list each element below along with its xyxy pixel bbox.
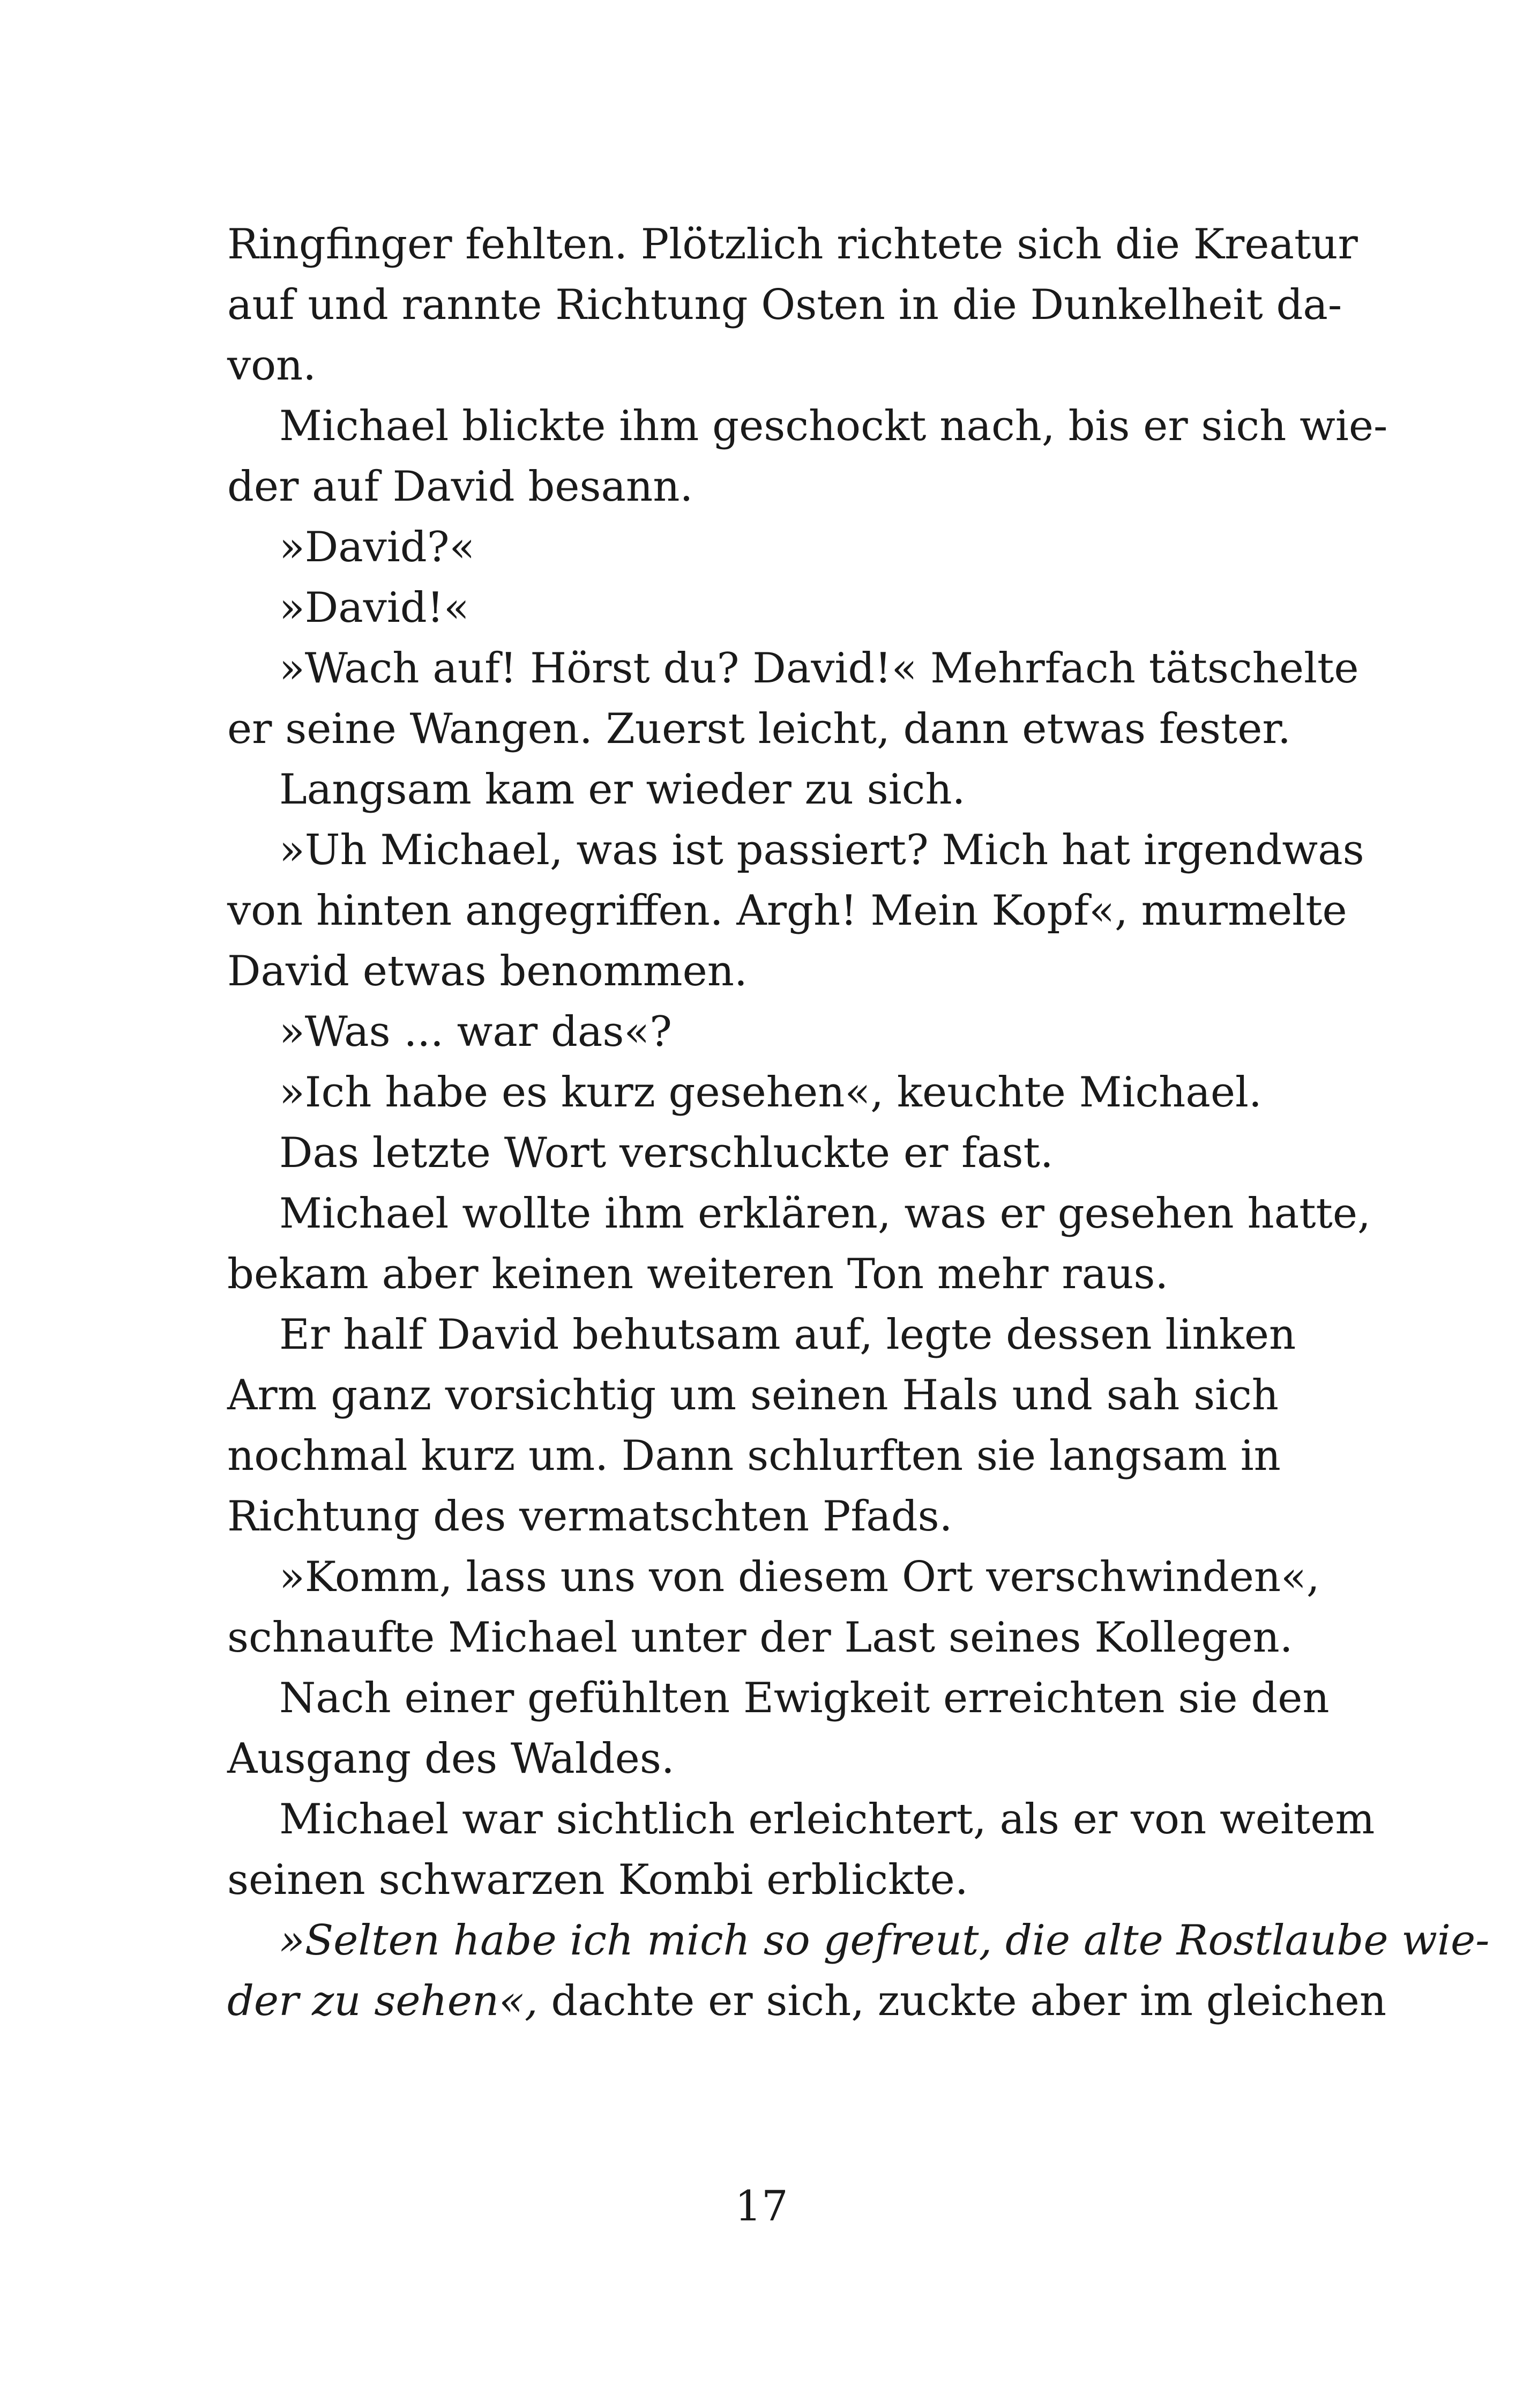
text-line: Das letzte Wort verschluckte er fast. <box>279 1129 1054 1177</box>
text-line: »Komm, lass uns von diesem Ort verschwinden«, <box>279 1553 1320 1601</box>
text-line: von. <box>227 341 317 390</box>
body-text <box>227 214 1490 2032</box>
text-fragment: dachte er sich, zuckte aber im gleichen <box>537 1977 1387 2025</box>
text-line: Ringfinger fehlten. Plötzlich richtete sich die Kreatur <box>227 220 1358 269</box>
page-number: 17 <box>735 2182 788 2231</box>
text-line: er seine Wangen. Zuerst leicht, dann etwas fester. <box>227 705 1291 753</box>
text-line: nochmal kurz um. Dann schlurften sie langsam in <box>227 1432 1281 1480</box>
text-line: auf und rannte Richtung Osten in die Dunkelheit da- <box>227 281 1342 329</box>
text-line: David etwas benommen. <box>227 947 748 995</box>
text-line: »Wach auf! Hörst du? David!« Mehrfach tätschelte <box>279 644 1359 693</box>
text-line: von hinten angegriffen. Argh! Mein Kopf«, murmelte <box>227 887 1347 935</box>
text-line: bekam aber keinen weiteren Ton mehr raus. <box>227 1250 1169 1298</box>
text-line: Michael wollte ihm erklären, was er gesehen hatte, <box>279 1190 1371 1238</box>
text-line: »Ich habe es kurz gesehen«, keuchte Michael. <box>279 1068 1262 1117</box>
text-line: der auf David besann. <box>227 463 693 511</box>
text-line: Arm ganz vorsichtig um seinen Hals und sah sich <box>227 1371 1279 1419</box>
text-line: Michael war sichtlich erleichtert, als er von weitem <box>279 1795 1375 1844</box>
text-line: Michael blickte ihm geschockt nach, bis er sich wie- <box>279 402 1388 450</box>
text-line-mixed <box>227 1971 1387 2032</box>
text-line-italic: »Selten habe ich mich so gefreut, die alte Rostlaube wie- <box>279 1916 1490 1965</box>
text-line: »David?« <box>279 523 475 571</box>
text-line: Er half David behutsam auf, legte dessen linken <box>279 1311 1296 1359</box>
text-line: »David!« <box>279 584 469 632</box>
text-line: Richtung des vermatschten Pfads. <box>227 1492 953 1541</box>
text-line: »Uh Michael, was ist passiert? Mich hat irgendwas <box>279 826 1364 874</box>
text-line: Ausgang des Waldes. <box>227 1735 675 1783</box>
text-line: Nach einer gefühlten Ewigkeit erreichten sie den <box>279 1674 1330 1722</box>
italic-fragment: der zu sehen«, <box>227 1977 538 2025</box>
text-line: seinen schwarzen Kombi erblickte. <box>227 1856 968 1904</box>
text-line: schnaufte Michael unter der Last seines Kollegen. <box>227 1614 1293 1662</box>
text-line: »Was ... war das«? <box>279 1008 672 1056</box>
text-line: Langsam kam er wieder zu sich. <box>279 765 966 814</box>
